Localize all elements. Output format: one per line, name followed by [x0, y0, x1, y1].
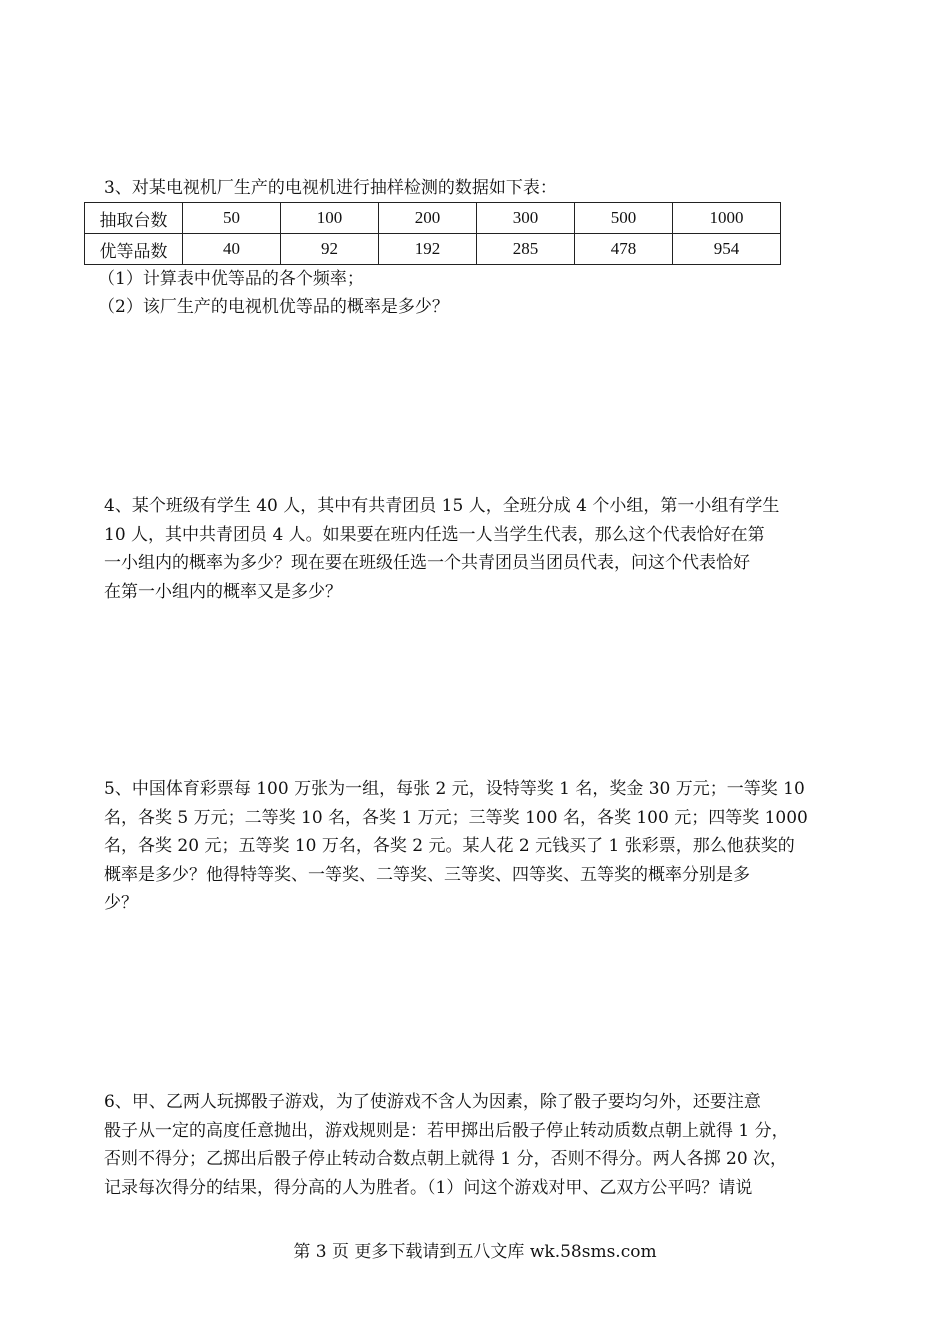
question-6-line: 否则不得分；乙掷出后骰子停止转动合数点朝上就得 1 分，否则不得分。两人各掷 20 次，: [104, 1149, 788, 1169]
table-cell: 200: [379, 203, 477, 234]
question-6-line: 骰子从一定的高度任意抛出，游戏规则是：若甲掷出后骰子停止转动质数点朝上就得 1 分，: [104, 1120, 789, 1141]
question-4-line: 一小组内的概率为多少？现在要在班级任选一个共青团员当团员代表，问这个代表恰好: [104, 553, 750, 573]
question-3-sub-1: （1）计算表中优等品的各个频率；: [98, 269, 364, 289]
question-5-line: 名，各奖 5 万元；二等奖 10 名，各奖 1 万元；三等奖 100 名，各奖 100 元；四等奖 1000: [104, 807, 808, 828]
page-footer: 第 3 页 更多下载请到五八文库 wk.58sms.com: [293, 1242, 657, 1262]
table-cell: 40: [183, 234, 281, 265]
table-cell: 192: [379, 234, 477, 265]
table-row-header: 优等品数: [85, 234, 183, 265]
question-3-sub-2: （2）该厂生产的电视机优等品的概率是多少？: [98, 297, 449, 317]
question-4-line: 4、某个班级有学生 40 人，其中有共青团员 15 人，全班分成 4 个小组，第一小组有学生: [104, 496, 780, 516]
question-5-line: 5、中国体育彩票每 100 万张为一组，每张 2 元，设特等奖 1 名，奖金 30 万元；一等奖 10: [104, 779, 805, 799]
question-5-line: 名，各奖 20 元；五等奖 10 万名，各奖 2 元。某人花 2 元钱买了 1 张彩票，那么他获奖的: [104, 836, 795, 856]
question-6-line: 6、甲、乙两人玩掷骰子游戏，为了使游戏不含人为因素，除了骰子要均匀外，还要注意: [104, 1092, 761, 1112]
table-row-header: 抽取台数: [85, 203, 183, 234]
table-cell: 500: [575, 203, 673, 234]
question-6: [104, 1088, 849, 1202]
table-cell: 285: [477, 234, 575, 265]
table-row: [85, 234, 781, 265]
table-cell: 300: [477, 203, 575, 234]
table-cell: 92: [281, 234, 379, 265]
question-6-line: 记录每次得分的结果，得分高的人为胜者。（1）问这个游戏对甲、乙双方公平吗？请说: [104, 1177, 753, 1198]
question-3-title: 3、对某电视机厂生产的电视机进行抽样检测的数据如下表：: [104, 178, 557, 198]
table-cell: 478: [575, 234, 673, 265]
table-cell: 100: [281, 203, 379, 234]
question-4: [104, 492, 849, 606]
table-cell: 1000: [673, 203, 781, 234]
question-4-line: 在第一小组内的概率又是多少？: [104, 581, 342, 602]
question-5-line: 概率是多少？他得特等奖、一等奖、二等奖、三等奖、四等奖、五等奖的概率分别是多: [104, 864, 750, 885]
question-5-line: 少？: [104, 893, 138, 913]
question-5: [104, 775, 849, 918]
sampling-table: [84, 202, 781, 265]
table-row: [85, 203, 781, 234]
table-cell: 954: [673, 234, 781, 265]
question-4-line: 10 人，其中共青团员 4 人。如果要在班内任选一人当学生代表，那么这个代表恰好在第: [104, 524, 765, 545]
table-cell: 50: [183, 203, 281, 234]
